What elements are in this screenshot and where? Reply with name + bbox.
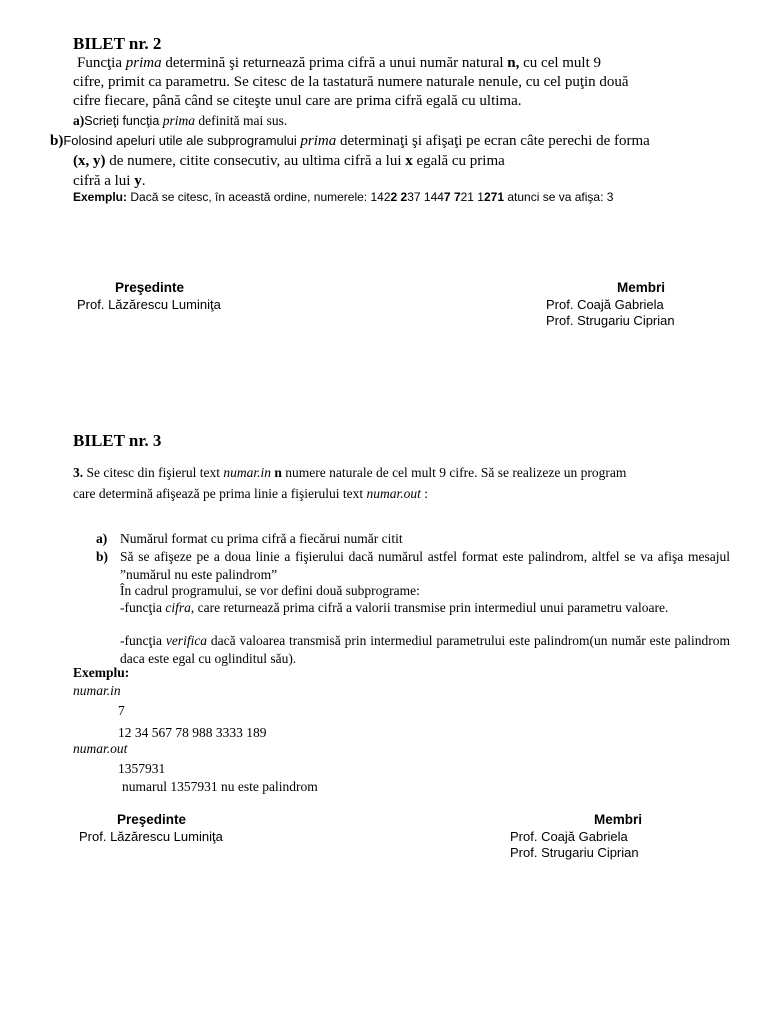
ticket2-example: Exemplu: Dacă se citesc, în această ordine, numerele: 1422 237 1447 721 1271 atunci se va afişa: 3: [73, 190, 614, 204]
ticket2-intro-line1: Funcţia prima determină şi returnează prima cifră a unui număr natural n, cu cel mult 9: [77, 55, 602, 71]
ticket3-item-b-sub3: -funcţia verifica dacă valoarea transmisă prin intermediul parametrului este palindrom(un număr este palindrom daca este egal cu oglinditul său).: [120, 633, 730, 666]
ticket3-statement-line2: care determină afişează pe prima linie a fişierului text numar.out :: [73, 486, 429, 501]
ticket3-example-label: Exemplu:: [73, 665, 130, 680]
ticket3-example-out-line1: 1357931: [118, 761, 166, 776]
ticket2-president-label: Preşedinte: [115, 280, 185, 295]
ticket3-statement-line1: 3. Se citesc din fişierul text numar.in n numere naturale de cel mult 9 cifre. Să se realizeze un program: [73, 465, 627, 480]
ticket3-title: BILET nr. 3: [73, 431, 162, 450]
ticket2-title: BILET nr. 2: [73, 34, 162, 53]
ticket3-item-b-sub1: În cadrul programului, se vor defini două subprograme:: [120, 583, 420, 598]
ticket2-member1: Prof. Coajă Gabriela: [546, 297, 664, 312]
ticket2-member2: Prof. Strugariu Ciprian: [546, 313, 675, 328]
ticket3-item-b-label: b): [96, 549, 109, 564]
ticket3-example-out-line2: numarul 1357931 nu este palindrom: [122, 779, 318, 794]
function-name-prima: prima: [125, 55, 162, 71]
ticket3-item-b-text: Să se afişeze pe a doua linie a fişierului dacă numărul astfel format este palindrom, altfel se va afişa mesajul ”numărul nu este palindrom”: [120, 549, 730, 582]
ticket3-item-b-sub2: -funcţia cifra, care returnează prima cifră a valorii transmise prin intermediul unui parametru valoare.: [120, 600, 669, 615]
ticket3-president-label: Preşedinte: [117, 812, 187, 827]
ticket2-part-a: a)Scrieţi funcţia prima definită mai sus.: [73, 113, 288, 128]
ticket3-example-infile: numar.in: [73, 683, 121, 698]
ticket2-part-b-line1: b)Folosind apeluri utile ale subprogramului prima determinaţi şi afişaţi pe ecran câte perechi de forma: [50, 133, 650, 149]
ticket2-intro-line3: cifre fiecare, până când se citeşte unul care are prima cifră egală cu ultima.: [73, 93, 522, 109]
ticket3-example-outfile: numar.out: [73, 741, 128, 756]
ticket2-intro-line2: cifre, primit ca parametru. Se citesc de la tastatură numere naturale nenule, cu cel puţin două: [73, 74, 629, 90]
ticket3-example-in-line1: 7: [118, 703, 125, 718]
ticket3-item-a-label: a): [96, 531, 108, 546]
ticket3-president-name: Prof. Lăzărescu Luminiţa: [79, 829, 223, 844]
ticket2-president-name: Prof. Lăzărescu Luminiţa: [77, 297, 221, 312]
ticket3-example-in-line2: 12 34 567 78 988 3333 189: [118, 725, 267, 740]
ticket2-part-b-line2: (x, y) de numere, citite consecutiv, au ultima cifră a lui x egală cu prima: [73, 153, 505, 169]
ticket3-member1: Prof. Coajă Gabriela: [510, 829, 628, 844]
ticket2-part-b-line3: cifră a lui y.: [73, 173, 146, 189]
ticket3-item-a-text: Numărul format cu prima cifră a fiecărui număr citit: [120, 531, 403, 546]
ticket3-members-label: Membri: [594, 812, 643, 827]
ticket3-member2: Prof. Strugariu Ciprian: [510, 845, 639, 860]
ticket2-members-label: Membri: [617, 280, 666, 295]
